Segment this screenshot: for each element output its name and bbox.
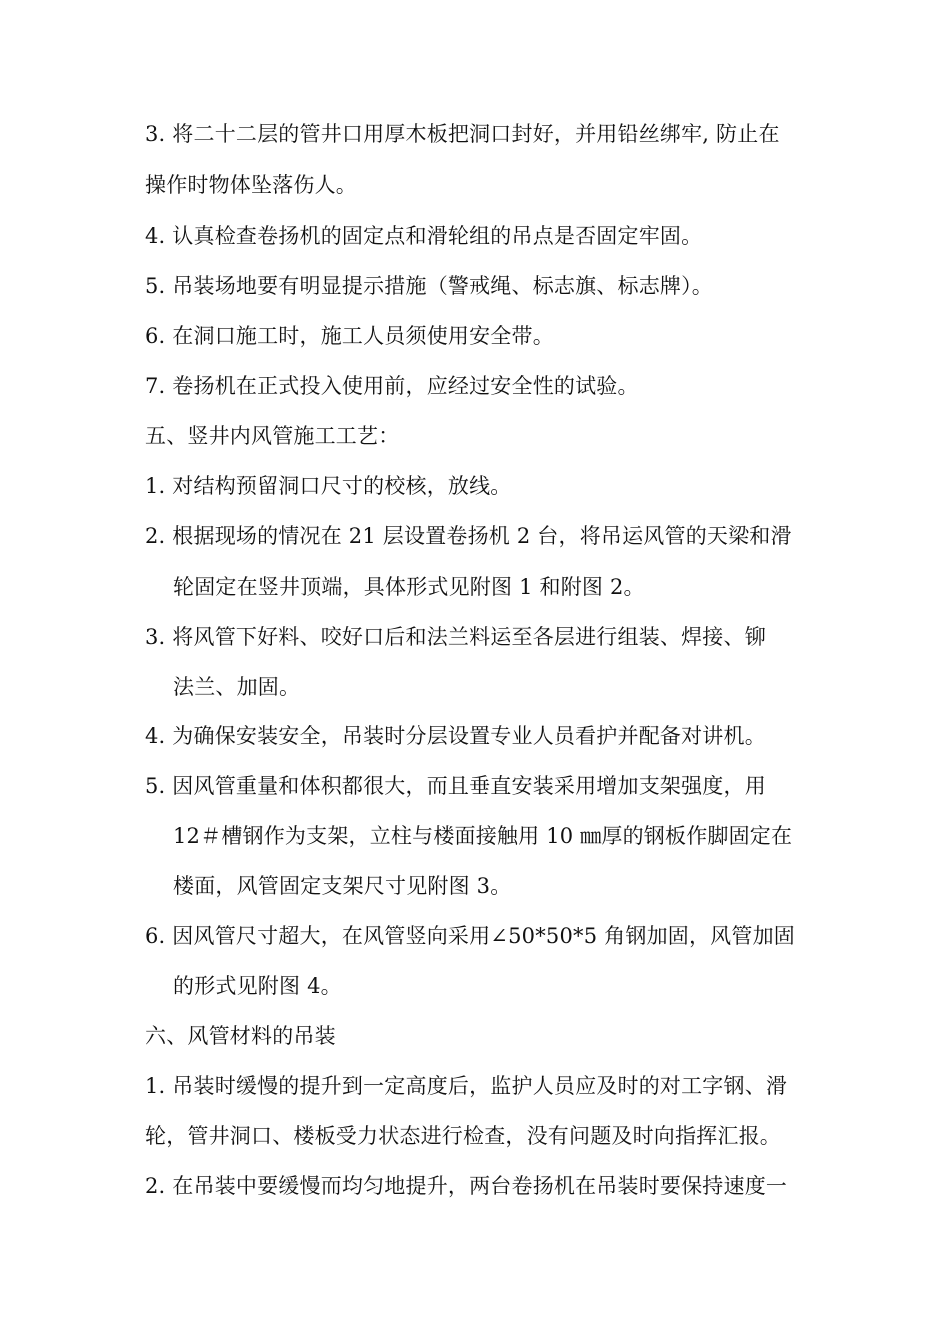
text-line-6: 7. 卷扬机在正式投入使用前，应经过安全性的试验。 (145, 374, 639, 398)
text-line-13: 4. 为确保安装安全，吊装时分层设置专业人员看护并配备对讲机。 (145, 724, 766, 748)
text-line-12: 法兰、加固。 (173, 675, 301, 699)
text-line-10: 轮固定在竖井顶端，具体形式见附图 1 和附图 2。 (173, 575, 645, 599)
text-line-16: 楼面，风管固定支架尺寸见附图 3。 (173, 874, 512, 898)
section-heading-5: 五、竖井内风管施工工艺： (145, 424, 400, 448)
text-line-2: 操作时物体坠落伤人。 (145, 173, 357, 197)
text-line-17: 6. 因风管尺寸超大，在风管竖向采用∠50*50*5 角钢加固，风管加固 (145, 924, 795, 948)
text-line-20: 1. 吊装时缓慢的提升到一定高度后，监护人员应及时的对工字钢、滑 (145, 1074, 788, 1098)
text-line-21: 轮，管井洞口、楼板受力状态进行检查，没有问题及时向指挥汇报。 (145, 1124, 781, 1148)
text-line-1: 3. 将二十二层的管井口用厚木板把洞口封好，并用铅丝绑牢, 防止在 (145, 122, 780, 146)
text-line-9: 2. 根据现场的情况在 21 层设置卷扬机 2 台，将吊运风管的天梁和滑 (145, 524, 792, 548)
text-line-22: 2. 在吊装中要缓慢而均匀地提升，两台卷扬机在吊装时要保持速度一 (145, 1174, 788, 1198)
text-line-15: 12＃槽钢作为支架，立柱与楼面接触用 10 ㎜厚的钢板作脚固定在 (173, 824, 793, 848)
text-line-8: 1. 对结构预留洞口尺寸的校核，放线。 (145, 474, 512, 498)
text-line-18: 的形式见附图 4。 (173, 974, 342, 998)
text-line-11: 3. 将风管下好料、咬好口后和法兰料运至各层进行组装、焊接、铆 (145, 625, 766, 649)
text-line-4: 5. 吊装场地要有明显提示措施（警戒绳、标志旗、标志牌）。 (145, 274, 714, 298)
text-line-3: 4. 认真检查卷扬机的固定点和滑轮组的吊点是否固定牢固。 (145, 224, 703, 248)
text-line-5: 6. 在洞口施工时，施工人员须使用安全带。 (145, 324, 554, 348)
section-heading-6: 六、风管材料的吊装 (145, 1024, 336, 1048)
text-line-14: 5. 因风管重量和体积都很大，而且垂直安装采用增加支架强度，用 (145, 774, 766, 798)
